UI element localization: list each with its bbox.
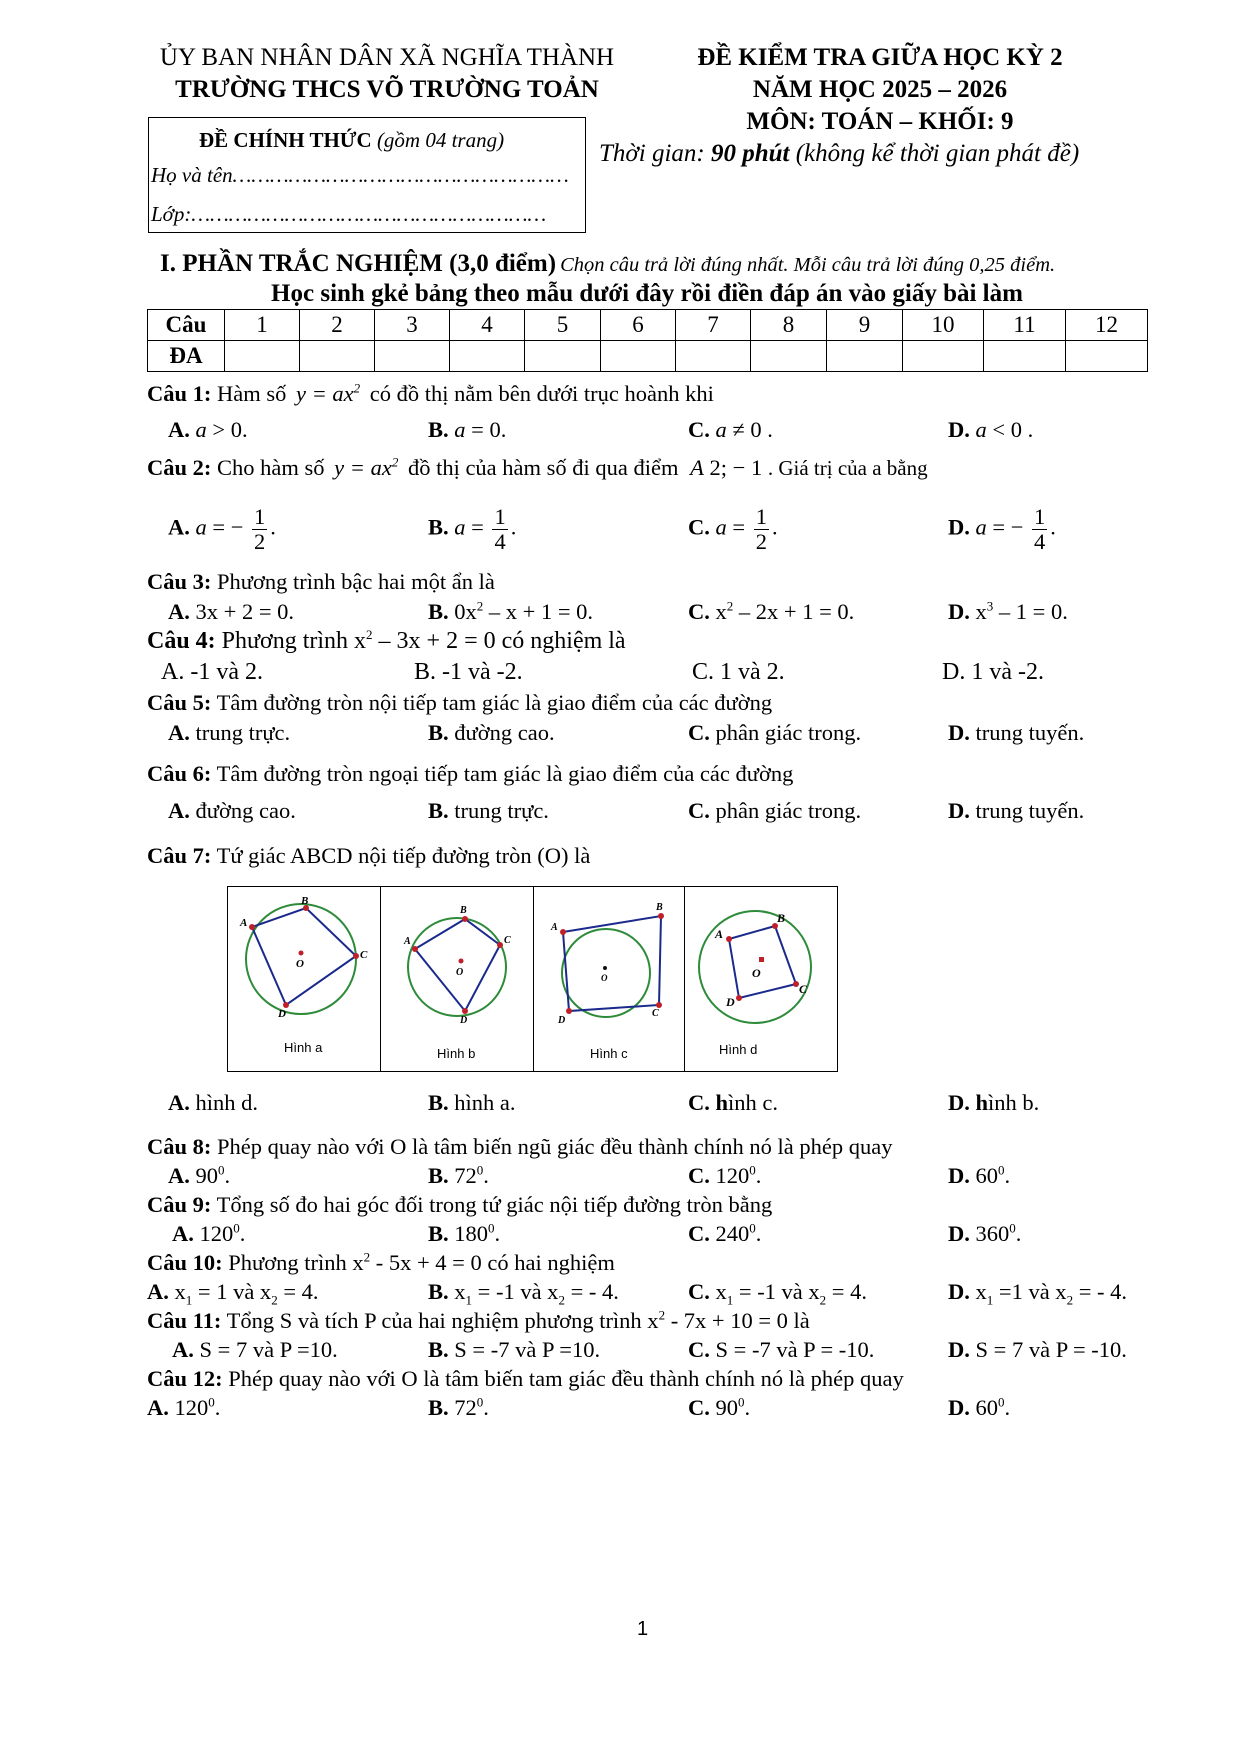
q10-option-d[interactable]: D. $x_1 =1$ và $x_2$ = - 4. xyxy=(948,1279,1127,1308)
question-3: Câu 3: Phương trình bậc hai một ẩn là xyxy=(147,569,495,594)
point-label: A xyxy=(404,936,411,947)
q9-option-b[interactable]: B. $180^0$. xyxy=(428,1220,501,1246)
figure-caption-b: Hình b xyxy=(437,1046,476,1061)
section-title: I. PHẦN TRẮC NGHIỆM (3,0 điểm) xyxy=(160,250,557,277)
q9-option-d[interactable]: D. $360^0$. xyxy=(948,1220,1022,1246)
answer-cell[interactable] xyxy=(1066,341,1148,372)
figure-b-center xyxy=(459,959,464,964)
formula: $y = ax^2$ xyxy=(334,454,399,480)
point-label: C xyxy=(504,935,511,946)
q8-option-c[interactable]: C. $120^0$. xyxy=(688,1162,762,1188)
answer-cell[interactable] xyxy=(450,341,525,372)
point-label: A xyxy=(715,927,724,941)
q7-option-d[interactable]: D. hình b. xyxy=(948,1090,1040,1115)
answer-table xyxy=(147,309,1148,372)
point-label: A xyxy=(551,922,558,933)
q11-option-c[interactable]: C. S = -7 và P = -10. xyxy=(688,1337,875,1362)
q10-option-b[interactable]: B. $x_1 = -1$ và $x_2$ = - 4. xyxy=(428,1279,619,1308)
q9-option-a[interactable]: A. $120^0$. xyxy=(172,1220,246,1246)
point-label: O xyxy=(601,973,608,983)
figure-d-center xyxy=(759,957,764,962)
q5-option-d[interactable]: D. trung tuyến. xyxy=(948,720,1085,745)
table-note: Học sinh gkẻ bảng theo mẫu dưới đây rồi điền đáp án vào giấy bài làm xyxy=(271,280,1023,307)
authority-name: ỦY BAN NHÂN DÂN XÃ NGHĨA THÀNH xyxy=(159,44,615,71)
question-6: Câu 6: Tâm đường tròn ngoại tiếp tam giác là giao điểm của các đường xyxy=(147,761,794,786)
q4-option-c[interactable]: C. 1 và 2. xyxy=(692,659,785,685)
info-box xyxy=(148,117,586,233)
da-label: ĐA xyxy=(148,341,225,372)
question-2: Câu 2: Cho hàm số $y = ax^2$ đồ thị của hàm số đi qua điểm A 2; − 1 . Giá trị của a bằng xyxy=(147,454,928,480)
table-cell: 1 xyxy=(225,310,300,341)
question-7: Câu 7: Tứ giác ABCD nội tiếp đường tròn (O) là xyxy=(147,843,591,868)
figures-box xyxy=(227,886,838,1072)
q12-option-d[interactable]: D. $60^0$. xyxy=(948,1394,1011,1420)
answer-cell[interactable] xyxy=(676,341,751,372)
figure-c xyxy=(560,913,664,1017)
point-label: D xyxy=(460,1015,468,1026)
cau-label: Câu xyxy=(148,310,225,341)
figure-b xyxy=(408,916,506,1016)
point-label: D xyxy=(278,1008,286,1020)
point-label: C xyxy=(360,949,368,961)
q1-option-b[interactable]: B. a = 0. xyxy=(428,417,507,442)
time-info xyxy=(599,140,1079,168)
answer-cell[interactable] xyxy=(751,341,827,372)
question-12: Câu 12: Phép quay nào với O là tâm biến tam giác đều thành chính nó là phép quay xyxy=(147,1366,904,1391)
question-10: Câu 10: Phương trình $x^2 - 5x + 4 = 0$ có hai nghiệm xyxy=(147,1249,615,1275)
class-line[interactable]: Lớp:………………………………………………… xyxy=(151,202,547,226)
point-label: O xyxy=(752,966,761,980)
answer-cell[interactable] xyxy=(525,341,601,372)
q7-option-a[interactable]: A. hình d. xyxy=(168,1090,259,1115)
q5-option-a[interactable]: A. trung trực. xyxy=(168,720,291,745)
q4-option-a[interactable]: A. -1 và 2. xyxy=(161,659,263,685)
table-cell: 9 xyxy=(827,310,903,341)
formula: $y = ax^2$ xyxy=(296,380,361,406)
school-name: TRƯỜNG THCS VÕ TRƯỜNG TOẢN xyxy=(175,76,599,103)
table-cell: 4 xyxy=(450,310,525,341)
answer-cell[interactable] xyxy=(903,341,984,372)
q10-option-c[interactable]: C. $x_1 = -1$ và $x_2 = 4$. xyxy=(688,1279,867,1308)
q8-option-a[interactable]: A. $90^0$. xyxy=(168,1162,231,1188)
q3-option-b[interactable]: B. $0x^2 - x + 1 = 0$. xyxy=(428,598,594,624)
q8-option-d[interactable]: D. $60^0$. xyxy=(948,1162,1011,1188)
q5-option-b[interactable]: B. đường cao. xyxy=(428,720,555,745)
answer-cell[interactable] xyxy=(984,341,1066,372)
table-cell: 11 xyxy=(984,310,1066,341)
question-5: Câu 5: Tâm đường tròn nội tiếp tam giác là giao điểm của các đường xyxy=(147,690,773,715)
q11-option-d[interactable]: D. S = 7 và P = -10. xyxy=(948,1337,1127,1362)
figure-a-quadrilateral xyxy=(252,908,356,1005)
q7-option-c[interactable]: C. hình c. xyxy=(688,1090,779,1115)
figure-caption-c: Hình c xyxy=(590,1046,628,1061)
question-1: Câu 1: Hàm số $y = ax^2$ có đồ thị nằm bên dưới trục hoành khi xyxy=(147,380,714,406)
question-4: Câu 4: Phương trình $x^2 - 3x + 2 = 0$ có nghiệm là xyxy=(147,627,626,654)
q11-option-b[interactable]: B. S = -7 và P =10. xyxy=(428,1337,601,1362)
time-value: 90 phút xyxy=(710,140,790,167)
exam-title: ĐỀ KIỂM TRA GIỮA HỌC KỲ 2 xyxy=(697,44,1063,71)
point-label: A xyxy=(240,917,248,929)
table-cell: 6 xyxy=(601,310,676,341)
q10-option-a[interactable]: A. $x_1 = 1$ và $x_2 = 4$. xyxy=(147,1279,319,1308)
q12-option-b[interactable]: B. $72^0$. xyxy=(428,1394,489,1420)
table-cell: 12 xyxy=(1066,310,1148,341)
q1-option-a[interactable]: A. a > 0. xyxy=(168,417,248,442)
q2-option-c[interactable]: C. a = $\frac{1}{2}$ . xyxy=(688,504,778,554)
time-suffix: (không kể thời gian phát đề) xyxy=(795,140,1080,167)
q3-option-c[interactable]: C. $x^2 - 2x + 1 = 0$. xyxy=(688,598,855,624)
question-11: Câu 11: Tổng S và tích P của hai nghiệm phương trình $x^2 - 7x + 10 = 0$ là xyxy=(147,1307,810,1333)
q6-option-a[interactable]: A. đường cao. xyxy=(168,798,296,823)
point-label: B xyxy=(301,895,309,907)
point-label: D xyxy=(558,1015,566,1026)
q6-option-b[interactable]: B. trung trực. xyxy=(428,798,549,823)
q3-option-d[interactable]: D. $x^3 - 1 = 0$. xyxy=(948,598,1068,624)
q12-option-c[interactable]: C. $90^0$. xyxy=(688,1394,751,1420)
question-8: Câu 8: Phép quay nào với O là tâm biến ngũ giác đều thành chính nó là phép quay xyxy=(147,1134,893,1159)
point-label: B xyxy=(460,905,467,916)
q4-option-d[interactable]: D. 1 và -2. xyxy=(942,659,1044,685)
table-cell: 8 xyxy=(751,310,827,341)
official-text: ĐỀ CHÍNH THỨC xyxy=(199,128,372,152)
school-year: NĂM HỌC 2025 – 2026 xyxy=(752,76,1008,103)
section-heading xyxy=(160,250,1055,278)
q3-option-a[interactable]: A. 3x + 2 = 0. xyxy=(168,599,295,624)
figure-caption-a: Hình a xyxy=(284,1040,323,1055)
q4-option-b[interactable]: B. -1 và -2. xyxy=(414,659,523,685)
q2-option-d[interactable]: D. a = − $\frac{1}{4}$ . xyxy=(948,504,1056,554)
page-number: 1 xyxy=(637,1618,649,1640)
figure-c-center xyxy=(603,966,607,970)
point-label: D xyxy=(726,995,735,1009)
answer-cell[interactable] xyxy=(375,341,450,372)
q12-option-a[interactable]: A. $120^0$. xyxy=(147,1394,221,1420)
figure-a-center xyxy=(299,951,304,956)
q1-option-d[interactable]: D. a < 0 . xyxy=(948,417,1034,442)
q9-option-c[interactable]: C. $240^0$. xyxy=(688,1220,762,1246)
point-label: C xyxy=(799,982,808,996)
table-cell: 10 xyxy=(903,310,984,341)
answer-table-header-row xyxy=(148,310,1148,341)
table-cell: 2 xyxy=(300,310,375,341)
q11-option-a[interactable]: A. S = 7 và P =10. xyxy=(172,1337,338,1362)
q6-option-c[interactable]: C. phân giác trong. xyxy=(688,798,862,823)
official-label xyxy=(199,128,504,153)
point-label: O xyxy=(456,967,464,978)
point-label: B xyxy=(777,911,786,925)
official-note: (gồm 04 trang) xyxy=(376,128,505,152)
q2-option-a[interactable]: A. a = − $\frac{1}{2}$ . xyxy=(168,504,276,554)
section-instruction: Chọn câu trả lời đúng nhất. Mỗi câu trả lời đúng 0,25 điểm. xyxy=(560,254,1056,276)
table-cell: 5 xyxy=(525,310,601,341)
name-line[interactable]: Họ và tên……………………………………………… xyxy=(151,163,569,187)
q5-option-c[interactable]: C. phân giác trong. xyxy=(688,720,862,745)
answer-table-answer-row xyxy=(148,341,1148,372)
answer-cell[interactable] xyxy=(601,341,676,372)
point-label: C xyxy=(652,1008,659,1019)
q7-option-b[interactable]: B. hình a. xyxy=(428,1090,516,1115)
subject-grade: MÔN: TOÁN – KHỐI: 9 xyxy=(746,108,1014,135)
point-label: O xyxy=(296,958,304,970)
time-prefix: Thời gian: xyxy=(599,140,705,167)
question-9: Câu 9: Tổng số đo hai góc đối trong tứ giác nội tiếp đường tròn bằng xyxy=(147,1192,773,1217)
point-formula: A xyxy=(690,455,704,480)
answer-cell[interactable] xyxy=(300,341,375,372)
table-cell: 7 xyxy=(676,310,751,341)
figure-b-quadrilateral xyxy=(415,919,500,1011)
q8-option-b[interactable]: B. $72^0$. xyxy=(428,1162,489,1188)
table-cell: 3 xyxy=(375,310,450,341)
q1-option-c[interactable]: C. a ≠ 0 . xyxy=(688,417,773,442)
answer-cell[interactable] xyxy=(827,341,903,372)
figure-caption-d: Hình d xyxy=(719,1042,758,1057)
answer-cell[interactable] xyxy=(225,341,300,372)
q2-option-b[interactable]: B. a = $\frac{1}{4}$ . xyxy=(428,504,517,554)
point-label: B xyxy=(656,902,663,913)
q6-option-d[interactable]: D. trung tuyến. xyxy=(948,798,1085,823)
